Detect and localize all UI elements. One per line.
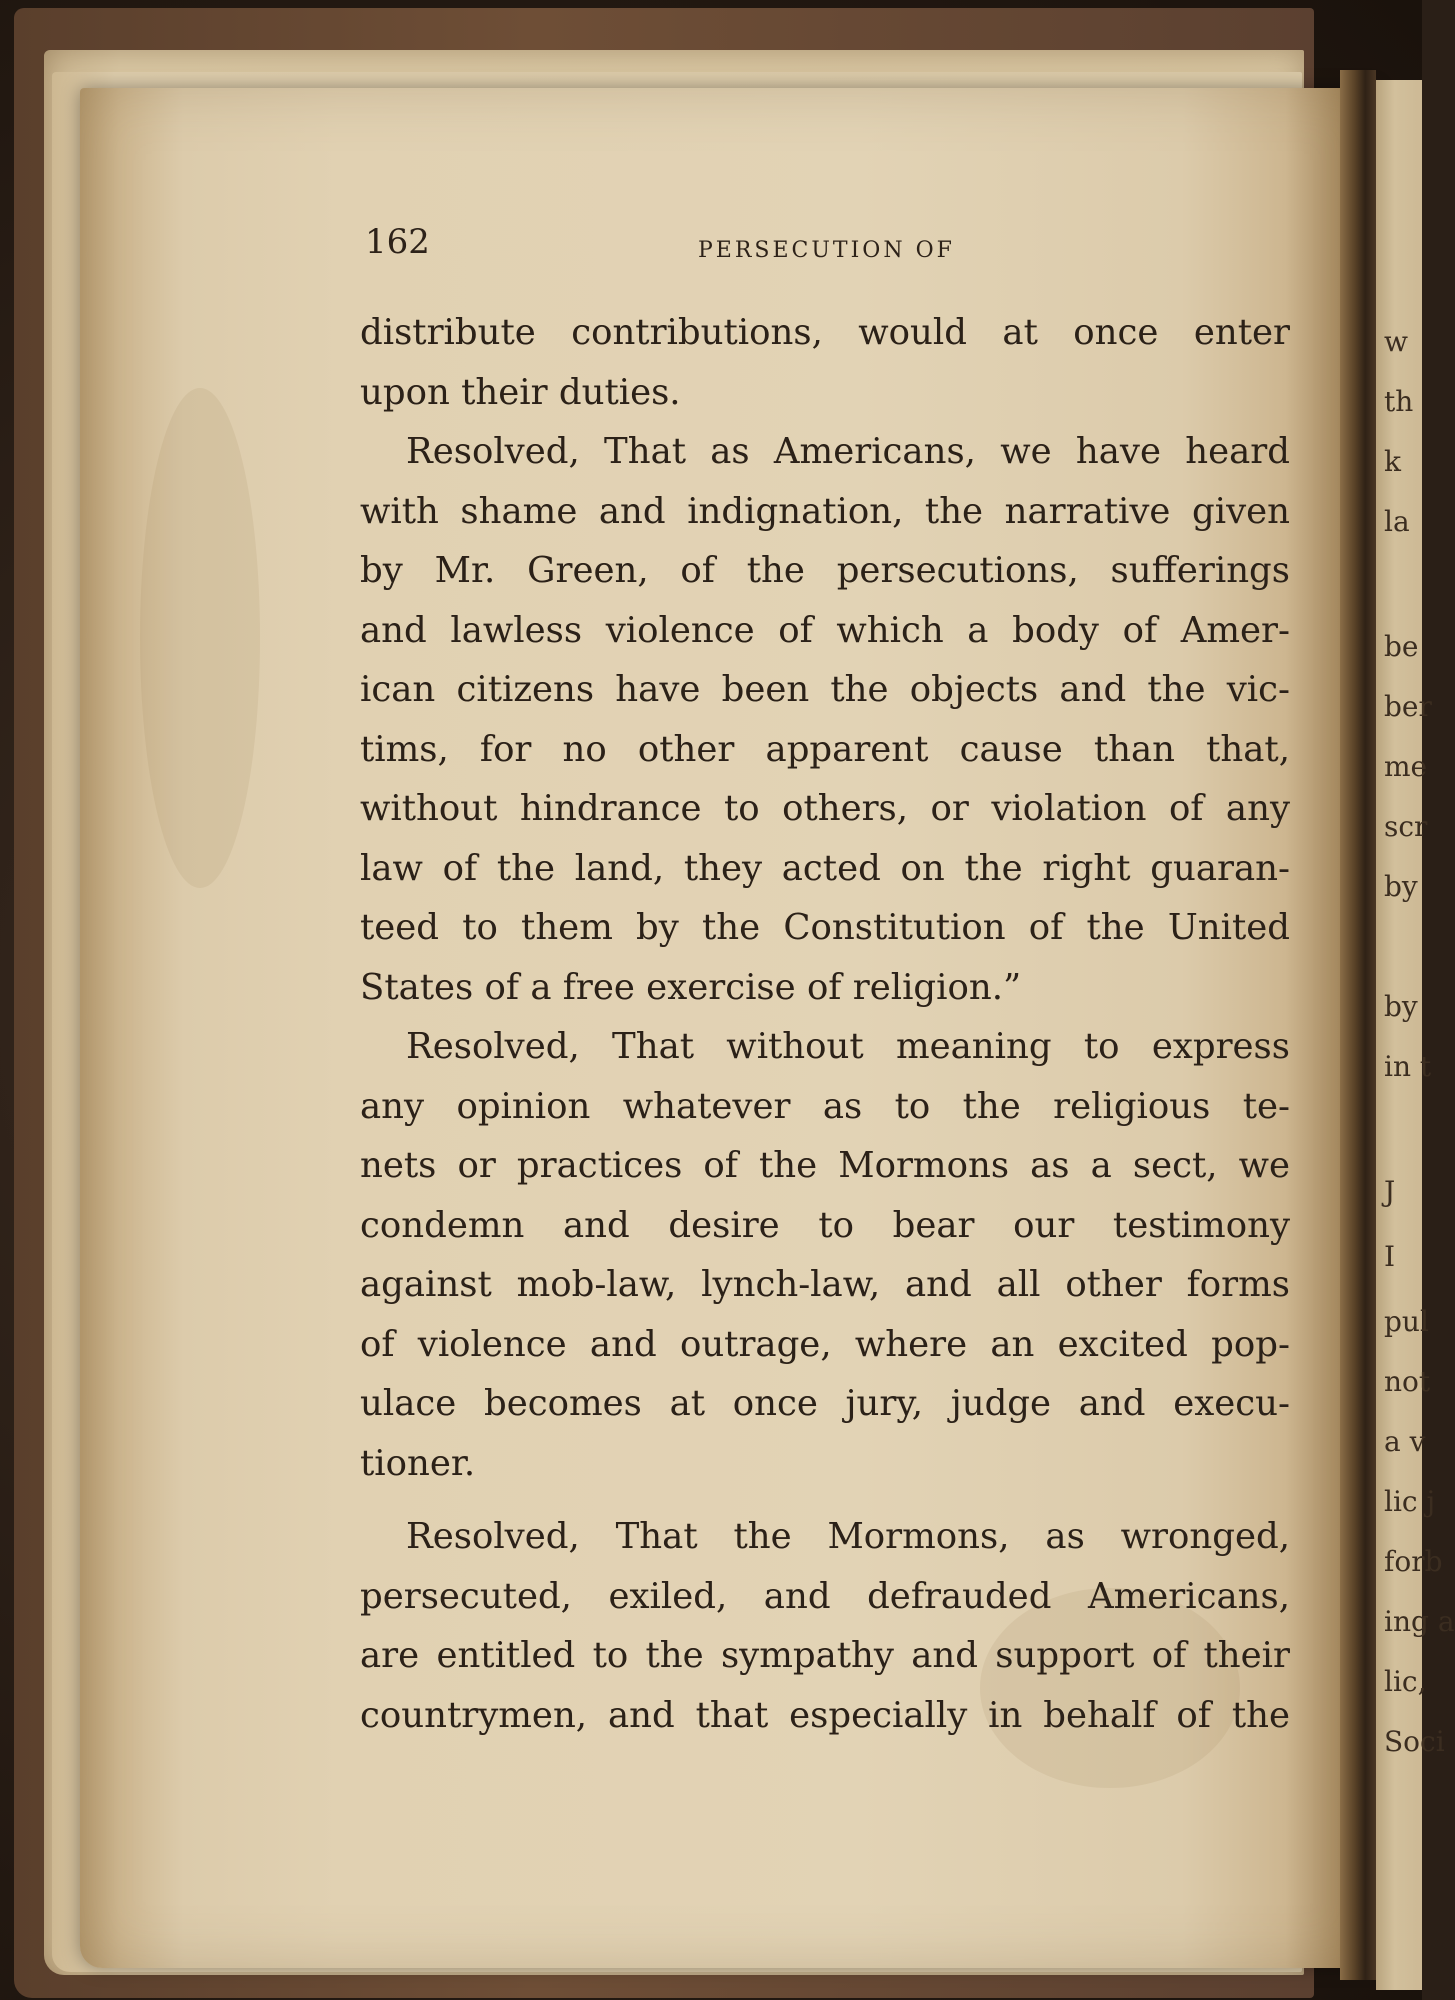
text-line: ican citizens have been the objects and the vic-	[360, 669, 1290, 710]
facing-page-fragment: ing a	[1384, 1605, 1455, 1638]
facing-page-fragment: forb	[1384, 1545, 1443, 1578]
text-line: are entitled to the sympathy and support of their	[360, 1635, 1290, 1676]
text-line: distribute contributions, would at once enter	[360, 312, 1290, 353]
facing-page-fragment: ber	[1384, 690, 1432, 723]
facing-page	[1376, 80, 1455, 1990]
page-number: 162	[365, 222, 430, 262]
running-head: PERSECUTION OF	[698, 238, 955, 263]
body-text	[360, 303, 1290, 1745]
text-line: without hindrance to others, or violation of any	[360, 788, 1290, 829]
paragraph	[360, 303, 1290, 422]
facing-page-fragment: be	[1384, 630, 1419, 663]
facing-page-fragment: la	[1384, 505, 1410, 538]
facing-page-fragment: scr	[1384, 810, 1428, 843]
text-line: teed to them by the Constitution of the United	[360, 907, 1290, 948]
facing-page-fragment: k	[1384, 445, 1401, 478]
facing-page-fragment: lic j	[1384, 1485, 1436, 1518]
text-line: States of a free exercise of religion.”	[360, 966, 1022, 1008]
facing-page-fragment: I	[1384, 1240, 1396, 1273]
text-line: Resolved, That the Mormons, as wronged,	[406, 1516, 1290, 1557]
text-line: and lawless violence of which a body of Amer-	[360, 609, 1290, 651]
facing-page-fragment: me	[1384, 750, 1428, 783]
text-line: countrymen, and that especially in behalf of the	[360, 1694, 1290, 1736]
text-line: persecuted, exiled, and defrauded Americans,	[360, 1575, 1290, 1617]
text-line: condemn and desire to bear our testimony	[360, 1204, 1290, 1246]
text-line: nets or practices of the Mormons as a sect, we	[360, 1145, 1290, 1186]
text-line: with shame and indignation, the narrative given	[360, 490, 1290, 532]
text-line: against mob-law, lynch-law, and all other forms	[360, 1264, 1290, 1305]
text-line: of violence and outrage, where an excited pop-	[360, 1323, 1290, 1365]
facing-page-fragment: in t	[1384, 1050, 1432, 1083]
text-line: Resolved, That as Americans, we have heard	[406, 431, 1290, 472]
text-line: any opinion whatever as to the religious te-	[360, 1085, 1290, 1127]
text-line: law of the land, they acted on the right guaran-	[360, 847, 1290, 889]
facing-page-fragment: pul	[1384, 1305, 1429, 1338]
text-line: tioner.	[360, 1442, 476, 1484]
facing-page-fragment: lic,	[1384, 1665, 1427, 1698]
facing-page-fragment: by	[1384, 870, 1418, 903]
facing-page-fragment: Soci	[1384, 1725, 1445, 1758]
facing-page-fragment: th	[1384, 385, 1414, 418]
text-line: upon their duties.	[360, 371, 681, 413]
book-gutter	[1340, 70, 1376, 1980]
facing-page-fragment: not	[1384, 1365, 1431, 1398]
text-line: ulace becomes at once jury, judge and execu-	[360, 1383, 1290, 1424]
text-line: tims, for no other apparent cause than that,	[360, 728, 1290, 770]
facing-page-fragment: a v	[1384, 1425, 1426, 1458]
text-line: Resolved, That without meaning to express	[406, 1026, 1290, 1067]
facing-page-fragment: w	[1384, 325, 1408, 358]
facing-page-fragment: J	[1384, 1175, 1396, 1208]
text-line: by Mr. Green, of the persecutions, sufferings	[360, 550, 1290, 591]
paragraph	[360, 1017, 1290, 1493]
facing-page-fragment: by	[1384, 990, 1418, 1023]
paragraph	[360, 1507, 1290, 1745]
paragraph	[360, 422, 1290, 1017]
